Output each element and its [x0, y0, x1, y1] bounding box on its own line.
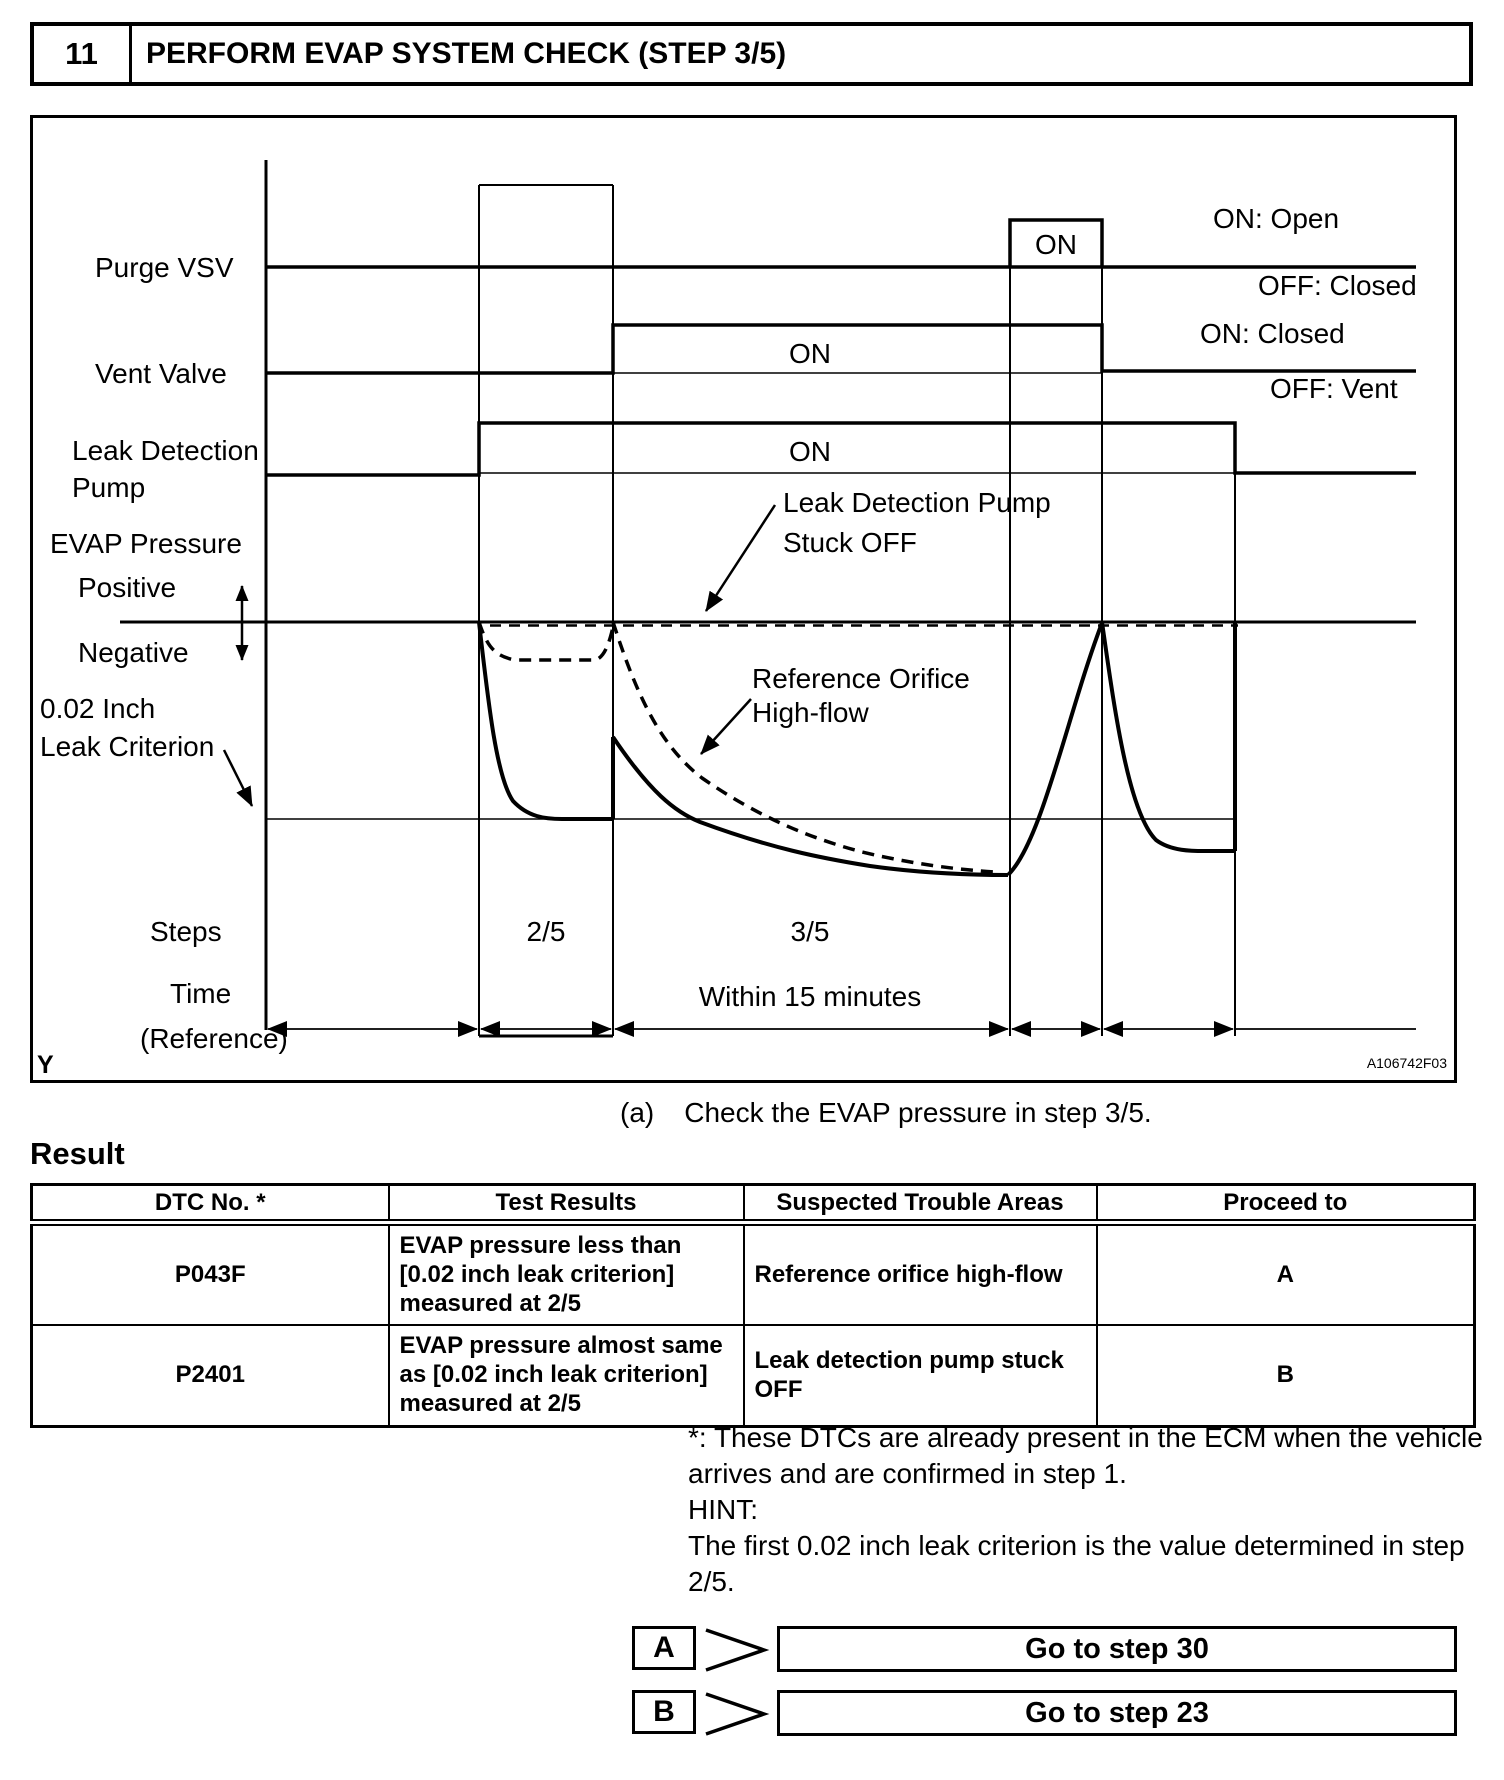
- proceed-letter: A: [1097, 1223, 1475, 1326]
- label-ldp-line1: Leak Detection: [72, 435, 259, 466]
- figure-caption: [620, 1097, 1152, 1129]
- evap-timing-diagram: [30, 115, 1473, 1083]
- annotation-ref-line1: Reference Orifice: [752, 663, 970, 694]
- proceed-tag-a: A: [632, 1626, 696, 1670]
- label-criterion-line1: 0.02 Inch: [40, 693, 156, 724]
- goto-step-23-button[interactable]: Go to step 23: [777, 1690, 1457, 1736]
- result-heading: Result: [30, 1136, 125, 1171]
- notes-block: [688, 1420, 1488, 1600]
- legend-vent-on: ON: Closed: [1200, 318, 1345, 349]
- legend-purge-off: OFF: Closed: [1258, 270, 1417, 301]
- caption-text: Check the EVAP pressure in step 3/5.: [684, 1097, 1152, 1128]
- annotation-stuck-line2: Stuck OFF: [783, 527, 917, 558]
- result-table: [30, 1183, 1476, 1428]
- label-purge-vsv: Purge VSV: [95, 252, 234, 283]
- proceed-letter: B: [1097, 1325, 1475, 1426]
- label-time: Time: [170, 978, 232, 1009]
- label-steps: Steps: [150, 916, 222, 947]
- proceed-chevron-icon: [698, 1688, 776, 1740]
- col-suspected-areas: Suspected Trouble Areas: [744, 1185, 1097, 1223]
- label-ldp-line2: Pump: [72, 472, 146, 503]
- annotation-stuck-line1: Leak Detection Pump: [783, 487, 1051, 518]
- col-test-results: Test Results: [389, 1185, 744, 1223]
- figure-border: [32, 117, 1456, 1082]
- test-result: EVAP pressure less than [0.02 inch leak criterion] measured at 2/5: [389, 1223, 744, 1326]
- dtc-footnote: *: These DTCs are already present in the ECM when the vehicle arrives and are confirmed in step 1.: [688, 1422, 1483, 1489]
- label-reference: (Reference): [140, 1023, 288, 1054]
- goto-step-30-button[interactable]: Go to step 30: [777, 1626, 1457, 1672]
- step-title: PERFORM EVAP SYSTEM CHECK (STEP 3/5): [146, 37, 787, 70]
- label-criterion-line2: Leak Criterion: [40, 731, 215, 762]
- legend-purge-on: ON: Open: [1213, 203, 1340, 234]
- hint-label: HINT:: [688, 1494, 758, 1525]
- step-header: [30, 22, 1473, 86]
- proceed-tag-b: B: [632, 1690, 696, 1734]
- pump-on-label: ON: [789, 436, 831, 467]
- dtc-code: P2401: [32, 1325, 389, 1426]
- dtc-code: P043F: [32, 1223, 389, 1326]
- label-step2: 2/5: [526, 916, 566, 947]
- step-number: 11: [34, 26, 132, 82]
- label-evap-pressure: EVAP Pressure: [50, 528, 242, 559]
- col-dtc-no: DTC No. *: [32, 1185, 389, 1223]
- label-negative: Negative: [78, 637, 189, 668]
- figure-code: A106742F03: [1366, 1055, 1447, 1071]
- proceed-chevron-icon: [698, 1624, 776, 1676]
- hint-text: The first 0.02 inch leak criterion is the value determined in step 2/5.: [688, 1530, 1465, 1597]
- vent-on-label: ON: [789, 338, 831, 369]
- label-step3: 3/5: [790, 916, 830, 947]
- col-proceed-to: Proceed to: [1097, 1185, 1475, 1223]
- label-positive: Positive: [78, 572, 177, 603]
- label-vent-valve: Vent Valve: [95, 358, 227, 389]
- label-within-15: Within 15 minutes: [698, 981, 922, 1012]
- table-row: [32, 1325, 1475, 1426]
- annotation-ref-line2: High-flow: [752, 697, 869, 728]
- trouble-area: Leak detection pump stuck OFF: [744, 1325, 1097, 1426]
- purge-on-label: ON: [1035, 229, 1077, 260]
- table-row: [32, 1223, 1475, 1326]
- trouble-area: Reference orifice high-flow: [744, 1223, 1097, 1326]
- caption-index: (a): [620, 1097, 655, 1128]
- table-header-row: [32, 1185, 1475, 1223]
- test-result: EVAP pressure almost same as [0.02 inch leak criterion] measured at 2/5: [389, 1325, 744, 1426]
- corner-y-label: Y: [37, 1051, 54, 1079]
- legend-vent-off: OFF: Vent: [1270, 373, 1398, 404]
